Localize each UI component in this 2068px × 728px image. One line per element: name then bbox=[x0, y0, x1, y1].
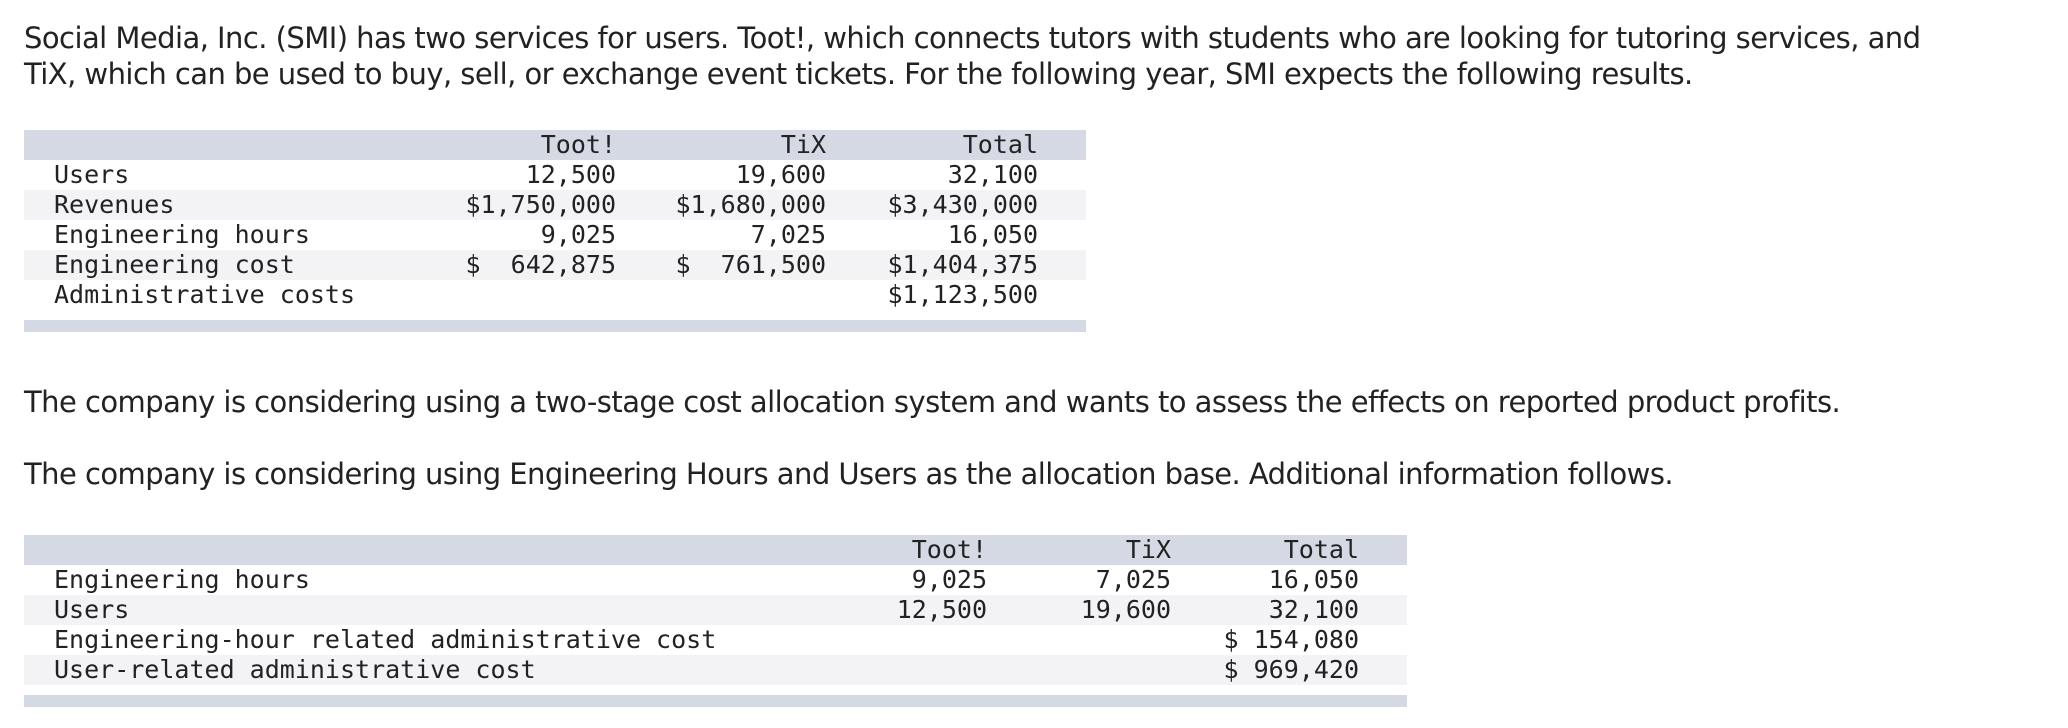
cell-total: $1,404,375 bbox=[887, 250, 1038, 279]
cell-toot: 9,025 bbox=[911, 565, 987, 594]
column-header-toot: Toot! bbox=[911, 535, 987, 564]
cell-toot: 12,500 bbox=[525, 160, 616, 189]
cell-tix: 7,025 bbox=[750, 220, 826, 249]
allocation-info-table bbox=[24, 535, 1407, 707]
table-row bbox=[24, 655, 1407, 685]
column-header-tix: TiX bbox=[780, 130, 826, 159]
cell-total: 16,050 bbox=[1268, 565, 1359, 594]
table-footer-bar bbox=[24, 320, 1086, 332]
table-row bbox=[24, 595, 1407, 625]
column-header-total: Total bbox=[962, 130, 1038, 159]
row-label: Engineering hours bbox=[54, 565, 310, 594]
row-label: Users bbox=[54, 160, 130, 189]
column-header-total: Total bbox=[1283, 535, 1359, 564]
row-label: User-related administrative cost bbox=[54, 655, 536, 684]
table-row bbox=[24, 250, 1086, 280]
cell-total: 32,100 bbox=[1268, 595, 1359, 624]
table-row bbox=[24, 220, 1086, 250]
row-label: Engineering-hour related administrative cost bbox=[54, 625, 717, 654]
intro-line-1: Social Media, Inc. (SMI) has two services for users. Toot!, which connects tutors with students who are looking for tutoring services, and bbox=[24, 21, 1921, 55]
cell-total: 16,050 bbox=[947, 220, 1038, 249]
table-header bbox=[24, 535, 1407, 565]
cell-tix: 19,600 bbox=[1080, 595, 1171, 624]
cell-toot: $ 642,875 bbox=[465, 250, 616, 279]
row-label: Administrative costs bbox=[54, 280, 356, 309]
cell-total: $1,123,500 bbox=[887, 280, 1038, 309]
row-label: Revenues bbox=[54, 190, 175, 219]
column-header-tix: TiX bbox=[1125, 535, 1171, 564]
cell-toot: $1,750,000 bbox=[465, 190, 616, 219]
cell-total: $ 154,080 bbox=[1223, 625, 1359, 654]
row-label: Engineering hours bbox=[54, 220, 310, 249]
cell-tix: $ 761,500 bbox=[675, 250, 826, 279]
table-row bbox=[24, 160, 1086, 190]
cell-toot: 9,025 bbox=[540, 220, 616, 249]
table-spacer bbox=[24, 310, 1086, 320]
cell-tix: 19,600 bbox=[735, 160, 826, 189]
column-header-toot: Toot! bbox=[540, 130, 616, 159]
table-row bbox=[24, 625, 1407, 655]
table-footer-bar bbox=[24, 695, 1407, 707]
cell-tix: 7,025 bbox=[1095, 565, 1171, 594]
row-label: Engineering cost bbox=[54, 250, 295, 279]
paragraph-allocation-base: The company is considering using Engineering Hours and Users as the allocation base. Additional information follows. bbox=[24, 457, 1674, 491]
table-spacer bbox=[24, 685, 1407, 695]
cell-total: $ 969,420 bbox=[1223, 655, 1359, 684]
intro-line-2: TiX, which can be used to buy, sell, or exchange event tickets. For the following year, SMI expects the following results. bbox=[24, 57, 1693, 91]
row-label: Users bbox=[54, 595, 130, 624]
cell-tix: $1,680,000 bbox=[675, 190, 826, 219]
paragraph-two-stage: The company is considering using a two-stage cost allocation system and wants to assess the effects on reported product profits. bbox=[24, 385, 1841, 419]
expected-results-table bbox=[24, 130, 1086, 332]
cell-total: 32,100 bbox=[947, 160, 1038, 189]
table-row bbox=[24, 565, 1407, 595]
table-row bbox=[24, 280, 1086, 310]
cell-toot: 12,500 bbox=[896, 595, 987, 624]
table-header bbox=[24, 130, 1086, 160]
table-row bbox=[24, 190, 1086, 220]
cell-total: $3,430,000 bbox=[887, 190, 1038, 219]
